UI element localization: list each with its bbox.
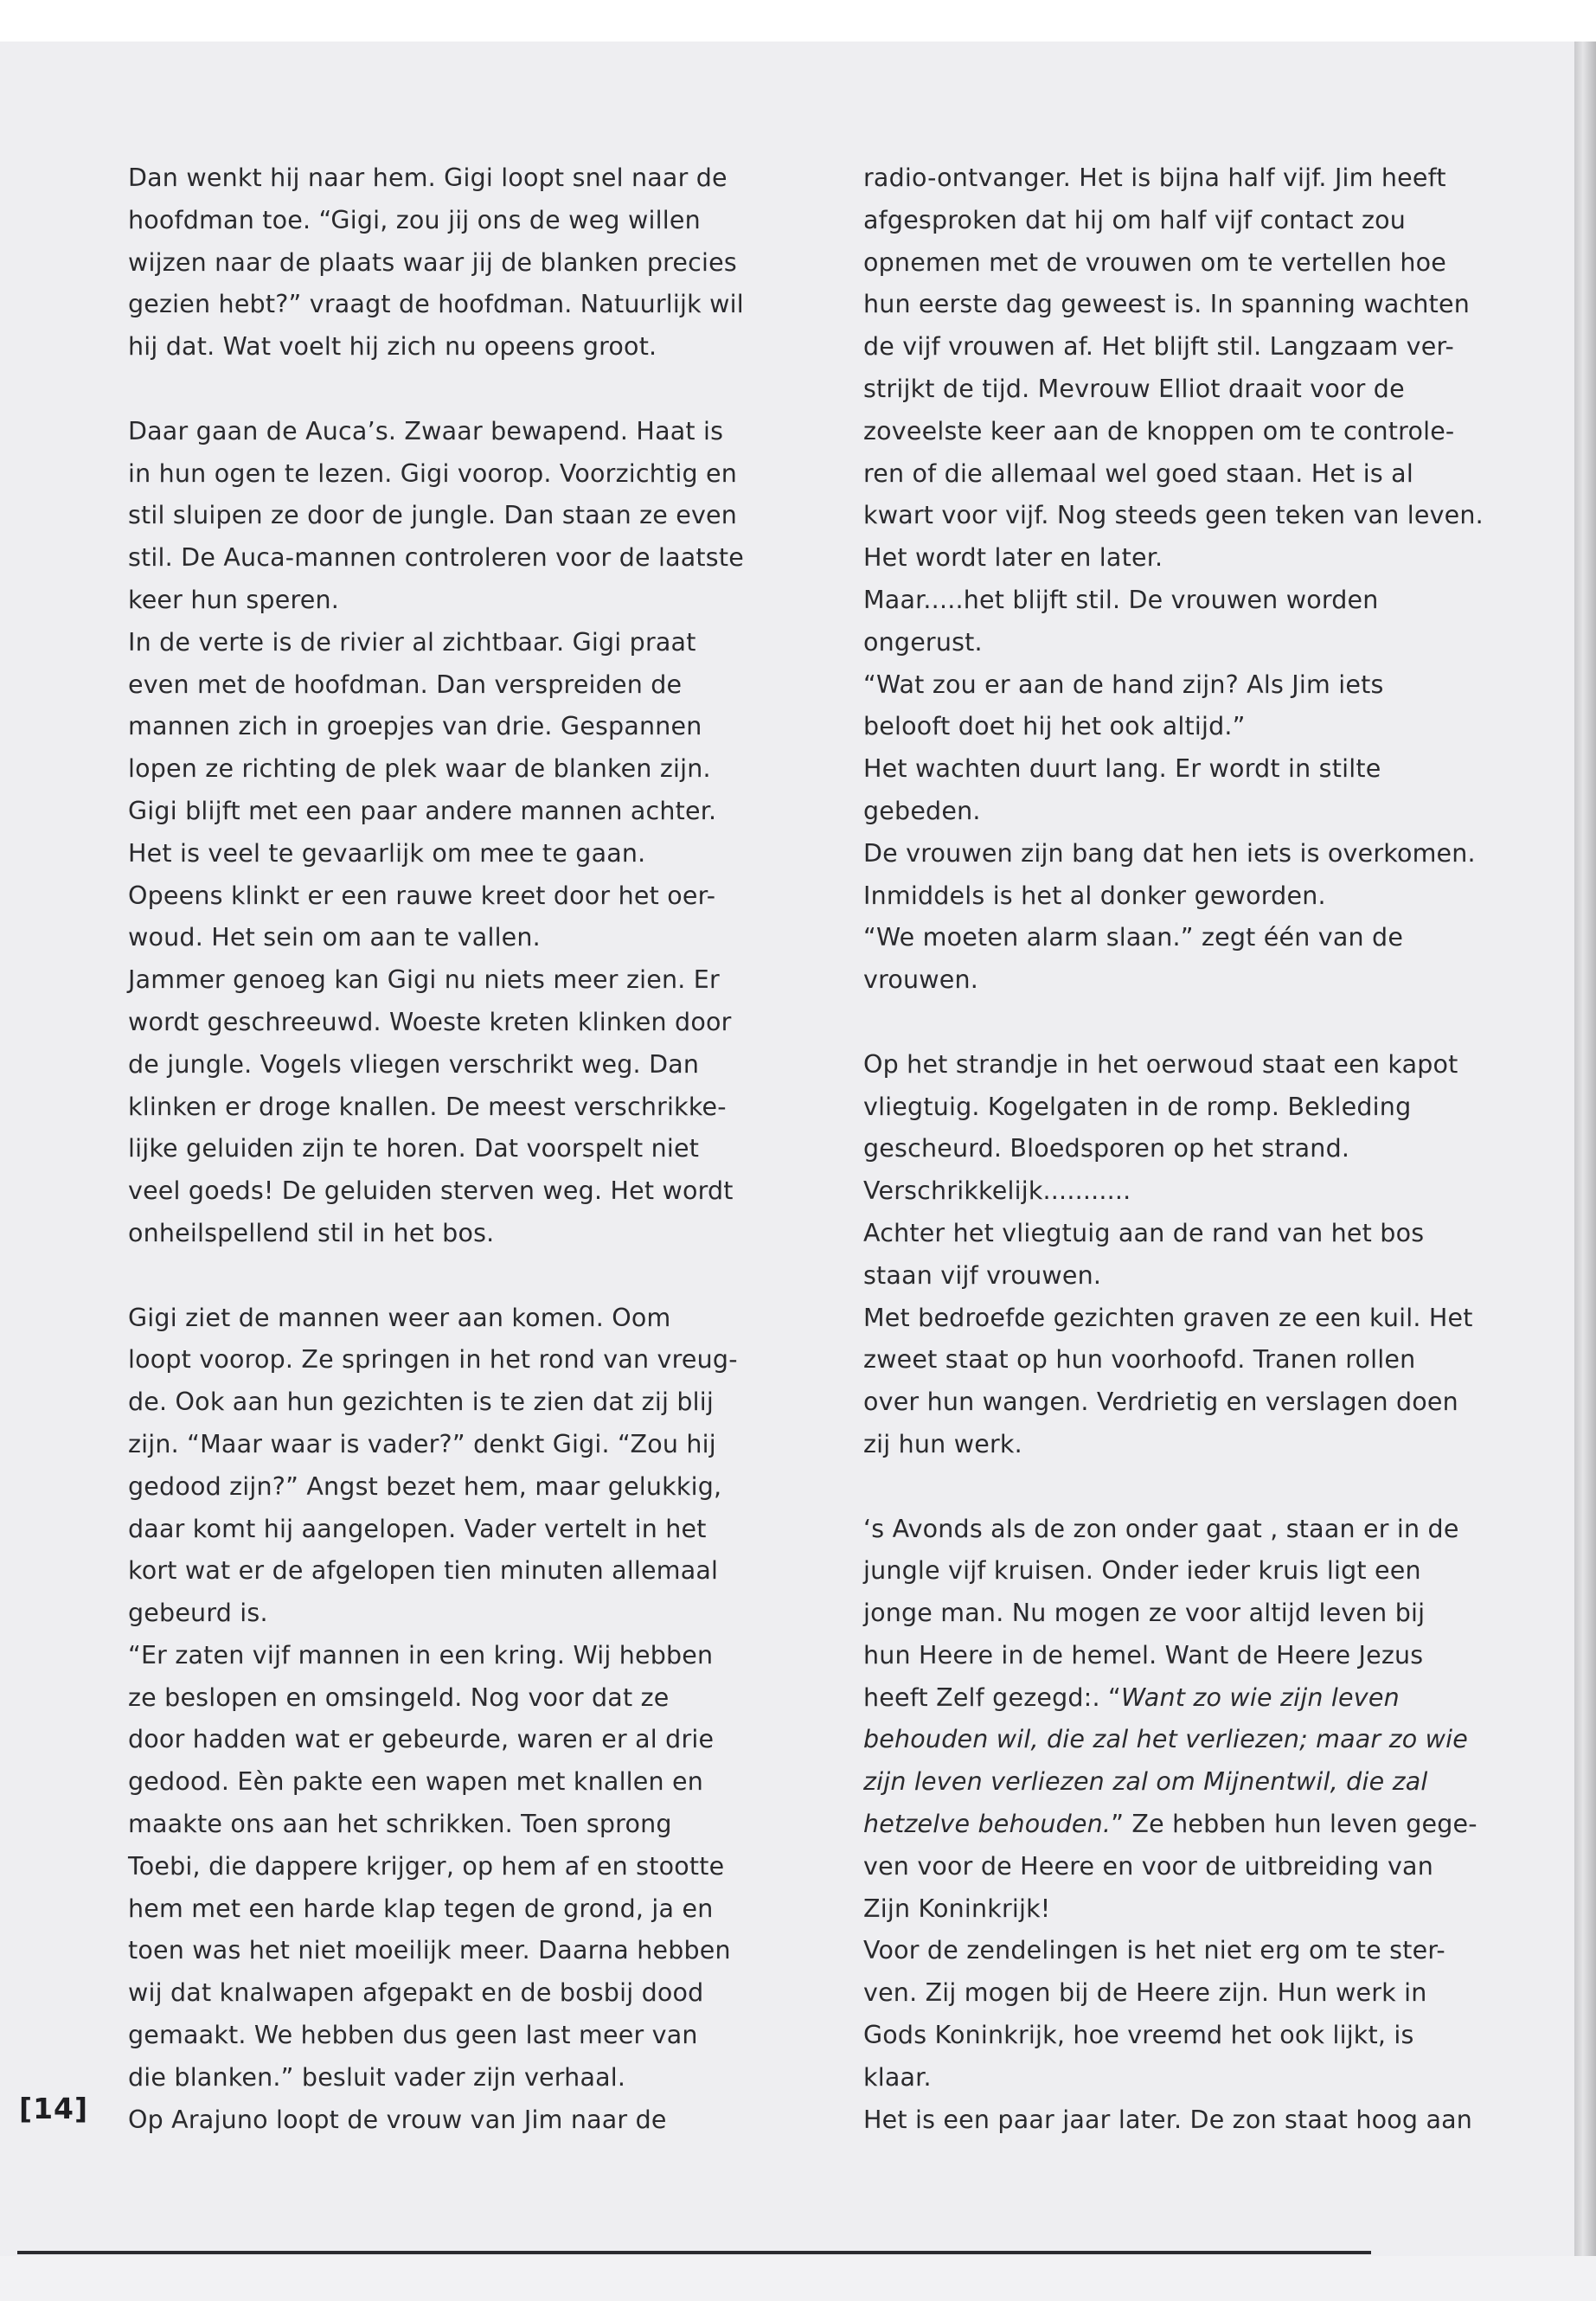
bottom-rule — [17, 2251, 1371, 2254]
paragraph: radio-ontvanger. Het is bijna half vijf. Jim heeft afgesproken dat hij om half vijf contact zou opnemen met de vrouwen om te vertellen hoe hun eerste dag geweest is. In spanning wachten de vijf vrouwen af. Het blijft stil. Langzaam ver- strijkt de tijd. Mevrouw Elliot draait voor de zoveelste keer aan de knoppen om te controle- ren of die allemaal wel goed staan. Het is al kwart voor vijf. Nog steeds geen teken van leven. Het wordt later en later. — [863, 163, 1484, 573]
paragraph: Opeens klinkt er een rauwe kreet door het oer- woud. Het sein om aan te vallen. — [128, 881, 716, 952]
page-edge-shadow — [1574, 42, 1596, 2256]
paragraph: “We moeten alarm slaan.” zegt één van de vrouwen. — [863, 923, 1404, 995]
paragraph: Gigi ziet de mannen weer aan komen. Oom loopt voorop. Ze springen in het rond van vreug- de. Ook aan hun gezichten is te zien dat zij blij zijn. “Maar waar is vader?” denkt Gigi. “Zou hij gedood zijn?” Angst bezet hem, maar gelukkig, daar komt hij aangelopen. Vader vertelt in het kort wat er de afgelopen tien minuten allemaal gebeurd is. — [128, 1303, 738, 1628]
paragraph: Voor de zendelingen is het niet erg om te ster- ven. Zij mogen bij de Heere zijn. Hun werk in Gods Koninkrijk, hoe vreemd het ook lijkt, is klaar. — [863, 1936, 1445, 2092]
left-column — [128, 157, 751, 2141]
paragraph: Daar gaan de Auca’s. Zwaar bewapend. Haat is in hun ogen te lezen. Gigi voorop. Voorzichtig en stil sluipen ze door de jungle. Dan staan ze even stil. De Auca-mannen controleren voor de laatste keer hun speren. — [128, 416, 744, 614]
paragraph: Dan wenkt hij naar hem. Gigi loopt snel naar de hoofdman toe. “Gigi, zou jij ons de weg willen wijzen naar de plaats waar jij de blanken precies gezien hebt?” vraagt de hoofdman. Natuurlijk wil hij dat. Wat voelt hij zich nu opeens groot. — [128, 163, 744, 362]
scan-top-margin — [0, 0, 1596, 42]
right-column — [863, 157, 1486, 2141]
paragraph: Jammer genoeg kan Gigi nu niets meer zien. Er wordt geschreeuwd. Woeste kreten klinken door de jungle. Vogels vliegen verschrikt weg. Dan klinken er droge knallen. De meest verschrikke- lijke geluiden zijn te horen. Dat voorspelt niet veel goeds! De geluiden sterven weg. Het wordt onheilspellend stil in het bos. — [128, 965, 734, 1247]
paragraph: Maar.....het blijft stil. De vrouwen worden ongerust. — [863, 585, 1379, 657]
paragraph: “Wat zou er aan de hand zijn? Als Jim iets belooft doet hij het ook altijd.” — [863, 670, 1384, 741]
paragraph: Met bedroefde gezichten graven ze een kuil. Het zweet staat op hun voorhoofd. Tranen rollen over hun wangen. Verdrietig en verslagen doen zij hun werk. — [863, 1303, 1473, 1458]
paragraph: De vrouwen zijn bang dat hen iets is overkomen. Inmiddels is het al donker geworden. — [863, 838, 1476, 910]
bible-quote: Want zo wie zijn leven behouden wil, die zal het verliezen; maar zo wie zijn leven verliezen zal om Mijnentwil, die zal hetzelve behouden. — [863, 1682, 1469, 1839]
paragraph: Het is een paar jaar later. De zon staat hoog aan — [863, 2105, 1473, 2134]
paragraph: “Er zaten vijf mannen in een kring. Wij hebben ze beslopen en omsingeld. Nog voor dat ze door hadden wat er gebeurde, waren er al drie gedood. Eèn pakte een wapen met knallen en maakte ons aan het schrikken. Toen sprong Toebi, die dappere krijger, op hem af en stootte hem met een harde klap tegen de grond, ja en toen was het niet moeilijk meer. Daarna hebben wij dat knalwapen afgepakt en de bosbij dood gemaakt. We hebben dus geen last meer van die blanken.” besluit vader zijn verhaal. — [128, 1640, 731, 2092]
paragraph: Op het strandje in het oerwoud staat een kapot vliegtuig. Kogelgaten in de romp. Bekleding gescheurd. Bloedsporen op het strand. Verschrikkelijk........... — [863, 1049, 1458, 1206]
paragraph-text: ‘s Avonds als de zon onder gaat , staan er in de jungle vijf kruisen. Onder ieder kruis ligt een jonge man. Nu mogen ze voor altijd leven bij hun Heere in de hemel. Want de Heere Jezus heeft Zelf gezegd:. “ — [863, 1514, 1459, 1712]
page-number: [14] — [19, 2092, 89, 2125]
paragraph-text: ” Ze hebben hun leven gege- ven voor de Heere en voor de uitbreiding van Zijn Koninkrijk! — [863, 1810, 1477, 1923]
paragraph: Achter het vliegtuig aan de rand van het bos staan vijf vrouwen. — [863, 1218, 1425, 1290]
paragraph: Het wachten duurt lang. Er wordt in stilte gebeden. — [863, 754, 1381, 825]
paragraph-with-quote — [863, 1509, 1486, 1931]
paragraph: Op Arajuno loopt de vrouw van Jim naar de — [128, 2105, 667, 2134]
paragraph: In de verte is de rivier al zichtbaar. Gigi praat even met de hoofdman. Dan verspreiden de mannen zich in groepjes van drie. Gespannen lopen ze richting de plek waar de blanken zijn. Gigi blijft met een paar andere mannen achter. Het is veel te gevaarlijk om mee te gaan. — [128, 627, 717, 868]
